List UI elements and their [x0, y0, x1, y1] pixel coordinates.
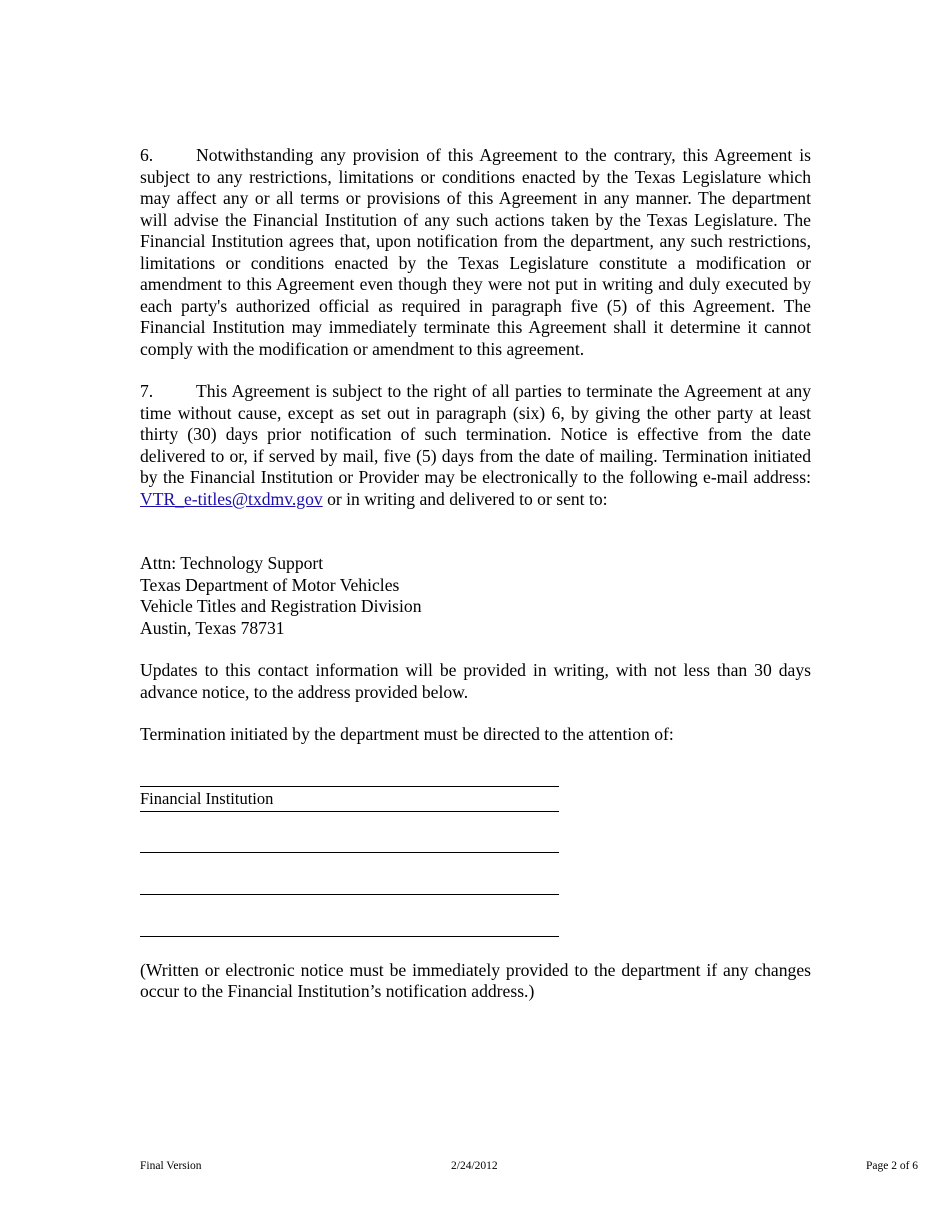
address-division: Vehicle Titles and Registration Division [140, 596, 422, 616]
blank-line[interactable] [140, 812, 559, 853]
paragraph-7-text-end: or in writing and delivered to or sent to: [322, 488, 608, 509]
footer-page-number: Page 2 of 6 [866, 1160, 919, 1172]
page-content [140, 145, 811, 1003]
termination-department-paragraph: Termination initiated by the department must be directed to the attention of: [140, 724, 674, 744]
address-city: Austin, Texas 78731 [140, 617, 285, 638]
paragraph-7-number: 7. [140, 381, 154, 401]
blank-line[interactable] [140, 895, 559, 937]
footer-version: Final Version [140, 1160, 202, 1172]
paragraph-7-text: This Agreement is subject to the right of all parties to terminate the Agreement at any time without cause, except as set out in paragraph (six) 6, by giving the other party at least thirty (30) days prior notification of such termination. Notice is effective from the date delivered to or, if served by mail, five (5) days from the date of mailing. Termination initiated by the Financial Institution or Provider may be electronically to the following e-mail address: [140, 381, 811, 487]
paragraph-7 [140, 381, 811, 510]
blank-line[interactable] [140, 853, 559, 895]
email-link[interactable]: VTR_e-titles@txdmv.gov [140, 488, 323, 509]
updates-paragraph: Updates to this contact information will be provided in writing, with not less than 30 days advance notice, to the address provided below. [140, 660, 811, 702]
footer-date: 2/24/2012 [451, 1160, 498, 1172]
address-attn: Attn: Technology Support [140, 553, 324, 573]
fill-in-lines [140, 767, 811, 937]
paragraph-6-number: 6. [140, 145, 154, 165]
financial-institution-label: Financial Institution [140, 788, 274, 808]
notice-paragraph: (Written or electronic notice must be immediately provided to the department if any changes occur to the Financial Institution’s notification address.) [140, 959, 811, 1001]
paragraph-6 [140, 145, 811, 360]
blank-line[interactable] [140, 767, 559, 787]
mailing-address [140, 553, 811, 639]
address-department: Texas Department of Motor Vehicles [140, 574, 400, 595]
paragraph-6-text: Notwithstanding any provision of this Agreement to the contrary, this Agreement is subject to any restrictions, limitations or conditions enacted by the Texas Legislature which may affect any or all terms or provisions of this Agreement in any manner. The department will advise the Financial Institution of any such actions taken by the Texas Legislature. The Financial Institution agrees that, upon notification from the department, any such restrictions, limitations or conditions enacted by the Texas Legislature constitute a modification or amendment to this Agreement even though they were not put in writing and duly executed by each party's authorized official as required in paragraph five (5) of this Agreement. The Financial Institution may immediately terminate this Agreement shall it determine it cannot comply with the modification or amendment to this agreement. [140, 145, 811, 359]
